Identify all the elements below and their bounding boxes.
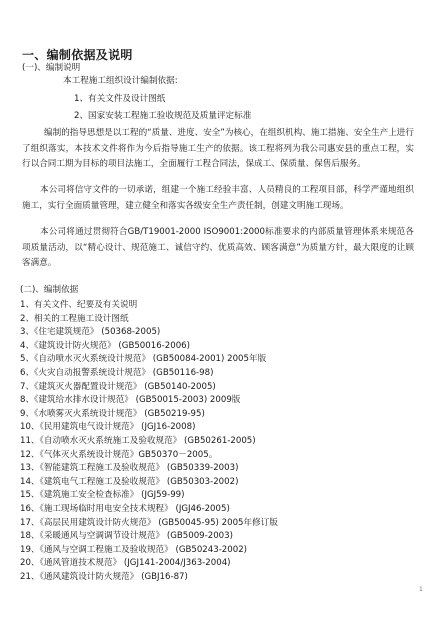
list-item: 7、《建筑灭火器配置设计规范》 (GB50140-2005) bbox=[20, 381, 216, 392]
list-item: 6、《火灾自动报警系统设计规范》 (GB50116-98) bbox=[20, 367, 214, 378]
paragraph-guiding-idea: 编制的指导思想是以工程的“质量、进度、安全”为核心，在组织机构、施工措施、安全生产上进行了组织落实，本技术文件将作为今后指导施工生产的依据。该工程将列为我公司惠安县的重点工程，实行以合同工期为目标的项目法施工，全面履行工程合同法，保成工、保质量、保售后服务。 bbox=[22, 128, 414, 169]
list-item: 21、《通风建筑设计防火规范》 (GBJ16-87) bbox=[20, 571, 188, 582]
list-item: 19、《通风与空调工程施工及验收规范》 (GB50243-2002) bbox=[20, 544, 248, 555]
subsection-heading-2: (二)、编制依据 bbox=[20, 285, 79, 295]
list-item: 13、《智能建筑工程施工及验收规范》 (GB50339-2003) bbox=[20, 463, 239, 474]
list-item: 12、《气体灭火系统设计规范》GB50370－2005。 bbox=[20, 449, 218, 460]
basis-item-2: 2、国家安装工程施工验收规范及质量评定标准 bbox=[74, 111, 252, 121]
list-item: 5、《自动喷水灭火系统设计规范》 (GB50084-2001) 2005年版 bbox=[20, 354, 267, 365]
paragraph-commitment: 本公司将信守文件的一切承诺，组建一个施工经验丰富、人员精良的工程项目部，科学严谨地组织施工，实行全面质量管理，建立健全和落实各级安全生产责任制，创建文明施工现场。 bbox=[22, 185, 414, 211]
list-item: 14、《建筑电气工程施工及验收规范》 (GB50303-2002) bbox=[20, 476, 239, 487]
list-item: 3、《住宅建筑规范》 (50368-2005) bbox=[20, 327, 161, 338]
basis-intro: 本工程施工组织设计编制依据: bbox=[63, 76, 178, 86]
list-item: 10、《民用建筑电气设计规范》 (JGJ16-2008) bbox=[20, 422, 196, 433]
list-item: 4、《建筑设计防火规范》 (GB50016-2006) bbox=[20, 340, 191, 351]
list-item: 16、《施工现场临时用电安全技术规程》 (JGJ46-2005) bbox=[20, 503, 230, 514]
page-number: 1 bbox=[419, 586, 423, 593]
reference-list bbox=[20, 299, 420, 584]
list-item: 17、《高层民用建筑设计防火规范》 (GB50045-95) 2005年修订版 bbox=[20, 517, 278, 528]
basis-item-1: 1、有关文件及设计图纸 bbox=[74, 94, 166, 104]
list-item: 15、《建筑施工安全检查标准》 (JGJ59-99) bbox=[20, 490, 185, 501]
section-title: 一、编制依据及说明 bbox=[22, 48, 133, 62]
list-item: 9、《水喷雾灭火系统设计规范》 (GB50219-95) bbox=[20, 408, 205, 419]
list-item: 1、有关文件、纪要及有关说明 bbox=[20, 300, 138, 310]
list-item: 20、《通风管道技术规范》 (JGJ141-2004/J363-2004) bbox=[20, 558, 231, 569]
paragraph-quality-system: 本公司将通过贯彻符合GB/T19001-2000 ISO9001:2000标准要求的内部质量管理体系来规范各项质量活动，以“精心设计、规范施工、诚信守约、优质高效、顾客满意”为质量方针，最大限度的让顾客满意。 bbox=[22, 227, 414, 268]
subsection-heading-1: (一)、编制说明 bbox=[22, 63, 81, 73]
list-item: 11、《自动喷水灭火系统施工及验收规范》 (GB50261-2005) bbox=[20, 435, 256, 446]
list-item: 8、《建筑给水排水设计规范》 (GB50015-2003) 2009版 bbox=[20, 395, 241, 406]
list-item: 18、《采暖通风与空调调节设计规范》 (GB5009-2003) bbox=[20, 531, 233, 542]
list-item: 2、相关的工程施工设计图纸 bbox=[20, 313, 129, 324]
